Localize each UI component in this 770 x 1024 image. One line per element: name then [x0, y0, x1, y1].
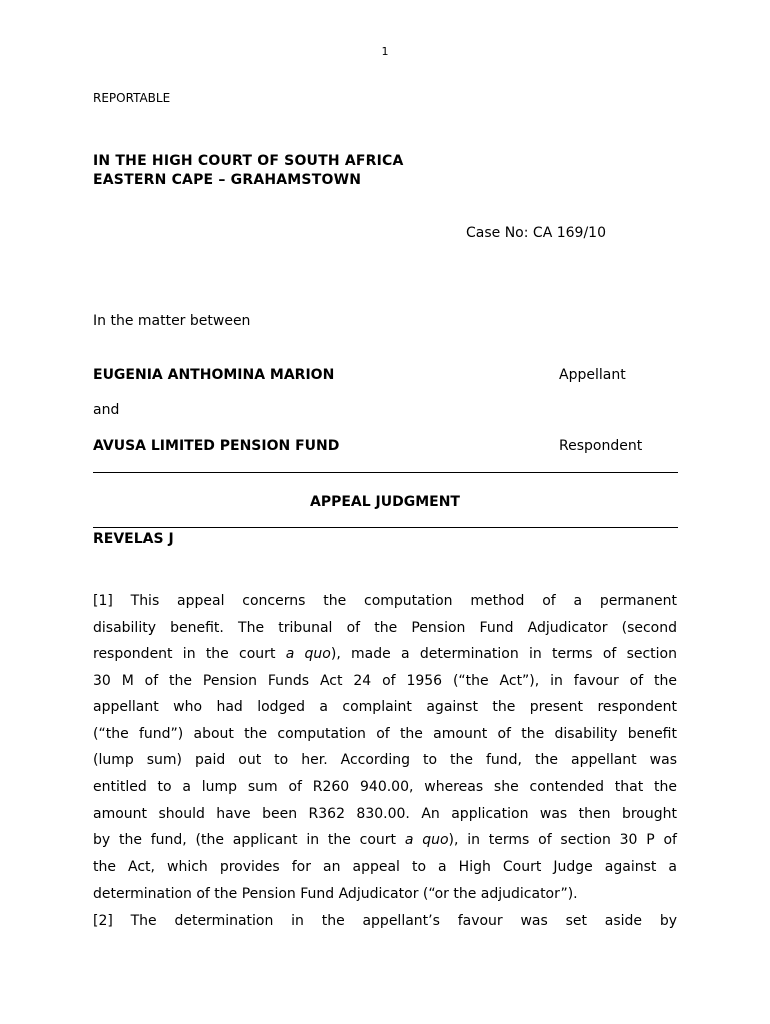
court-division: EASTERN CAPE – GRAHAMSTOWN: [93, 172, 362, 188]
appellant-role: Appellant: [559, 367, 626, 383]
text-run: by the fund, (the applicant in the court: [93, 832, 405, 848]
judge-name: REVELAS J: [93, 531, 174, 547]
divider-top: [93, 472, 678, 473]
body-line: [93, 646, 677, 662]
party-conjunction: and: [93, 402, 120, 418]
reportable-label: REPORTABLE: [93, 91, 171, 105]
body-line: disability benefit. The tribunal of the Pension Fund Adjudicator (second: [93, 620, 677, 636]
italic-term: a quo: [404, 832, 449, 848]
text-run: respondent in the court: [93, 646, 286, 662]
matter-intro: In the matter between: [93, 313, 251, 329]
italic-term: a quo: [285, 646, 331, 662]
body-line: 30 M of the Pension Funds Act 24 of 1956 (“the Act”), in favour of the: [93, 673, 677, 689]
page-number: 1: [381, 45, 389, 58]
body-line: [2] The determination in the appellant’s favour was set aside by: [93, 913, 677, 929]
body-line: determination of the Pension Fund Adjudicator (“or the adjudicator”).: [93, 886, 578, 902]
court-name: IN THE HIGH COURT OF SOUTH AFRICA: [93, 153, 404, 169]
divider-bottom: [93, 527, 678, 528]
body-line: (lump sum) paid out to her. According to the fund, the appellant was: [93, 752, 677, 768]
body-line: entitled to a lump sum of R260 940.00, whereas she contended that the: [93, 779, 677, 795]
body-line: (“the fund”) about the computation of the amount of the disability benefit: [93, 726, 677, 742]
respondent-name: AVUSA LIMITED PENSION FUND: [93, 438, 340, 454]
appellant-name: EUGENIA ANTHOMINA MARION: [93, 367, 335, 383]
text-run: ), in terms of section 30 P of: [448, 832, 677, 848]
case-number: Case No: CA 169/10: [466, 225, 606, 241]
body-line: [1] This appeal concerns the computation method of a permanent: [93, 593, 677, 609]
body-line: amount should have been R362 830.00. An application was then brought: [93, 806, 677, 822]
judgment-heading: APPEAL JUDGMENT: [309, 494, 460, 510]
body-line: the Act, which provides for an appeal to a High Court Judge against a: [93, 859, 677, 875]
text-run: ), made a determination in terms of section: [330, 646, 677, 662]
respondent-role: Respondent: [559, 438, 643, 454]
body-line: appellant who had lodged a complaint against the present respondent: [93, 699, 677, 715]
body-line: [93, 832, 677, 848]
